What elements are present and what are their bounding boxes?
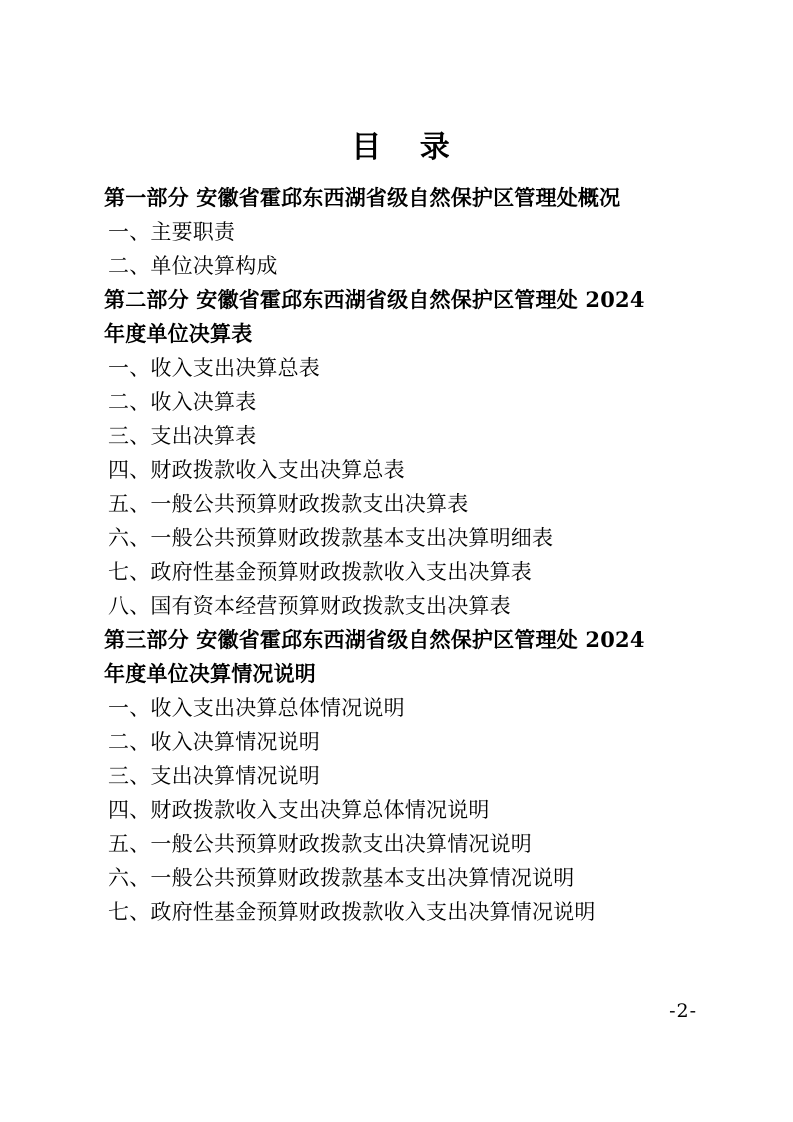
toc-sub-entry[interactable]: 八、国有资本经营预算财政拨款支出决算表 [108,594,511,619]
table-of-contents [104,181,697,929]
toc-sub-entry[interactable]: 七、政府性基金预算财政拨款收入支出决算表 [108,560,532,585]
toc-part-entry[interactable]: 第三部分 安徽省霍邱东西湖省级自然保护区管理处 2024 [104,627,645,653]
toc-sub-entry[interactable]: 一、收入支出决算总表 [108,356,320,381]
toc-sub-entry[interactable]: 一、主要职责 [108,220,236,245]
toc-sub-entry[interactable]: 五、一般公共预算财政拨款支出决算情况说明 [108,832,532,857]
toc-part-entry[interactable]: 第二部分 安徽省霍邱东西湖省级自然保护区管理处 2024 [104,287,645,313]
toc-sub-entry[interactable]: 五、一般公共预算财政拨款支出决算表 [108,492,469,517]
toc-part-entry-cont[interactable]: 年度单位决算情况说明 [104,661,316,687]
toc-sub-entry[interactable]: 二、收入决算表 [108,390,257,415]
toc-sub-entry[interactable]: 三、支出决算表 [108,424,257,449]
toc-sub-entry[interactable]: 四、财政拨款收入支出决算总体情况说明 [108,798,490,823]
toc-sub-entry[interactable]: 四、财政拨款收入支出决算总表 [108,458,405,483]
toc-sub-entry[interactable]: 二、收入决算情况说明 [108,730,320,755]
toc-part-entry-cont[interactable]: 年度单位决算表 [104,321,253,347]
toc-sub-entry[interactable]: 七、政府性基金预算财政拨款收入支出决算情况说明 [108,900,596,925]
toc-sub-entry[interactable]: 六、一般公共预算财政拨款基本支出决算明细表 [108,526,554,551]
toc-sub-entry[interactable]: 一、收入支出决算总体情况说明 [108,696,405,721]
toc-sub-entry[interactable]: 六、一般公共预算财政拨款基本支出决算情况说明 [108,866,575,891]
page-title: 目 录 [351,130,464,165]
toc-part-entry[interactable]: 第一部分 安徽省霍邱东西湖省级自然保护区管理处概况 [104,185,621,210]
toc-sub-entry[interactable]: 二、单位决算构成 [108,254,278,279]
page-number: -2- [669,1000,697,1022]
toc-sub-entry[interactable]: 三、支出决算情况说明 [108,764,320,789]
